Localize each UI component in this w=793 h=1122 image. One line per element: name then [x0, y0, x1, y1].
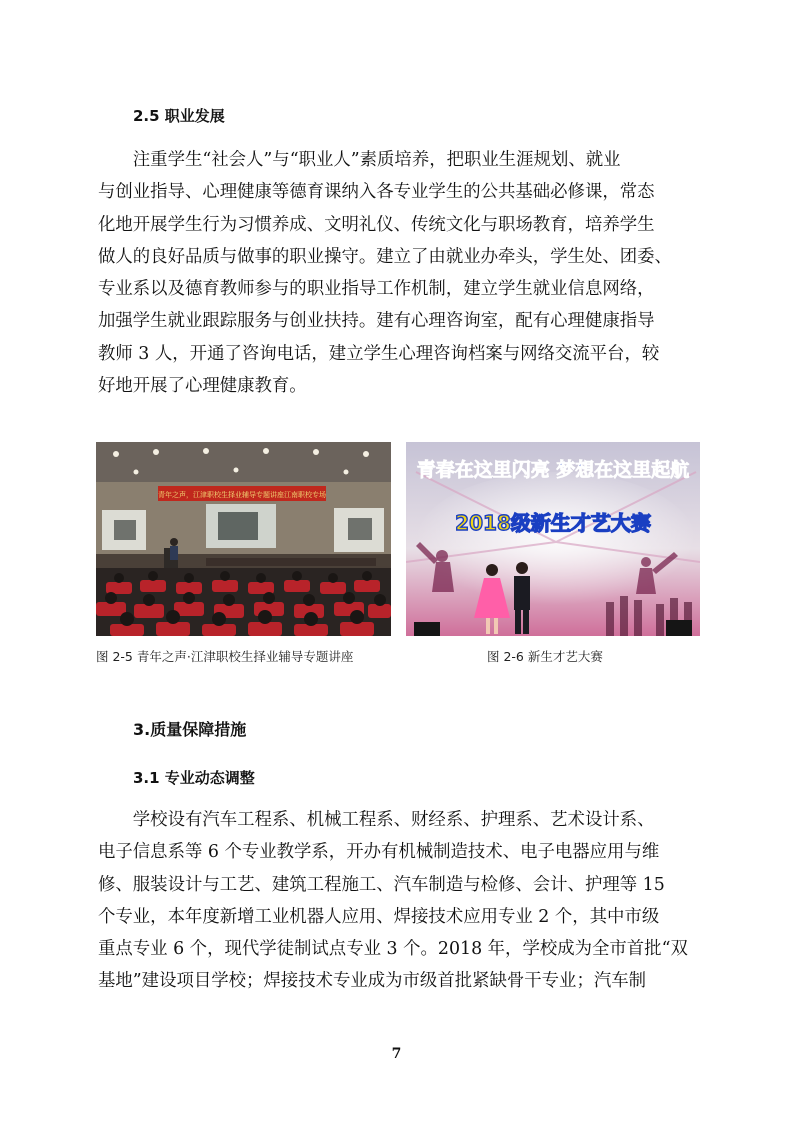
show-title-line1: 青春在这里闪亮 梦想在这里起航 [416, 459, 690, 481]
text-line: 做人的良好品质与做事的职业操守。建立了由就业办牵头，学生处、团委、 [98, 246, 672, 267]
lecture-banner-text: 青年之声，江津职校生择业辅导专题讲座江南职校专场 [158, 491, 326, 499]
paragraph-career-development [98, 144, 700, 402]
figure-caption-2-5: 图 2-5 青年之声·江津职校生择业辅导专题讲座 [96, 649, 354, 664]
show-title-line2: 2018级新生才艺大赛 [455, 511, 651, 535]
text-line: 化地开展学生行为习惯养成、文明礼仪、传统文化与职场教育，培养学生 [98, 214, 655, 235]
text-line: 注重学生“社会人”与“职业人”素质培养，把职业生涯规划、就业 [98, 150, 621, 170]
photo-lecture-hall [96, 442, 391, 636]
text-line: 学校设有汽车工程系、机械工程系、财经系、护理系、艺术设计系、 [98, 810, 655, 830]
section-heading-2-5: 2.5 职业发展 [133, 107, 225, 125]
text-line: 电子信息系等 6 个专业教学系，开办有机械制造技术、电子电器应用与维 [98, 842, 660, 863]
figure-caption-2-6: 图 2-6 新生才艺大赛 [487, 649, 603, 664]
section-heading-3-1: 3.1 专业动态调整 [133, 769, 255, 787]
page-number: 7 [391, 1046, 402, 1062]
text-line: 重点专业 6 个，现代学徒制试点专业 3 个。2018 年，学校成为全市首批“双 [98, 939, 688, 960]
text-line: 专业系以及德育教师参与的职业指导工作机制，建立学生就业信息网络， [98, 279, 655, 300]
section-heading-3: 3.质量保障措施 [133, 720, 247, 739]
text-line: 个专业，本年度新增工业机器人应用、焊接技术应用专业 2 个，其中市级 [98, 906, 660, 927]
text-line: 与创业指导、心理健康等德育课纳入各专业学生的公共基础必修课，常态 [98, 182, 655, 203]
text-line: 基地”建设项目学校；焊接技术专业成为市级首批紧缺骨干专业；汽车制 [98, 971, 647, 992]
photo-talent-show [406, 442, 700, 636]
paragraph-program-adjustment [98, 804, 700, 998]
text-line: 修、服装设计与工艺、建筑工程施工、汽车制造与检修、会计、护理等 15 [98, 874, 665, 895]
text-line: 加强学生就业跟踪服务与创业扶持。建有心理咨询室，配有心理健康指导 [98, 311, 655, 332]
text-line: 教师 3 人，开通了咨询电话，建立学生心理咨询档案与网络交流平台，较 [98, 343, 660, 364]
text-line: 好地开展了心理健康教育。 [98, 376, 307, 397]
